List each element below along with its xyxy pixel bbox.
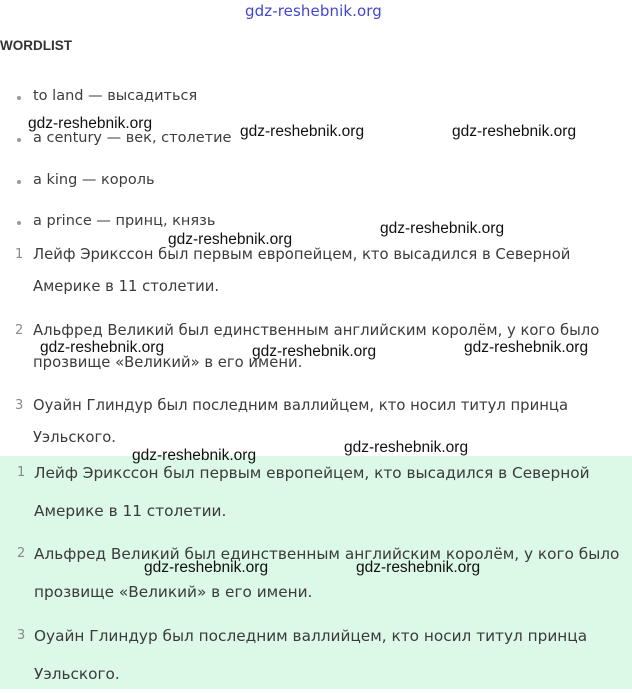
bullet-icon bbox=[17, 180, 21, 184]
watermark-text: gdz-reshebnik.org bbox=[356, 559, 481, 576]
watermark-text: gdz-reshebnik.org bbox=[40, 339, 165, 356]
watermark-text: gdz-reshebnik.org bbox=[132, 447, 257, 464]
sentence-text: Альфред Великий был единственным английским королём, у кого было прозвище «Великий» в его имени. bbox=[33, 322, 600, 371]
sentence-number: 3 bbox=[15, 398, 24, 413]
answer-sentence-number: 2 bbox=[17, 546, 26, 561]
answer-sentence-number: 1 bbox=[17, 465, 26, 480]
wordlist-title: WORDLIST bbox=[0, 38, 72, 53]
answer-sentence-text: Оуайн Глиндур был последним валлийцем, кто носил титул принца Уэльского. bbox=[34, 627, 588, 683]
watermark-text: gdz-reshebnik.org bbox=[168, 231, 293, 248]
site-header-link[interactable]: gdz-reshebnik.org bbox=[245, 2, 382, 20]
watermark-text: gdz-reshebnik.org bbox=[252, 343, 377, 360]
watermark-text: gdz-reshebnik.org bbox=[344, 439, 469, 456]
answer-sentence-text: Альфред Великий был единственным английским королём, у кого было прозвище «Великий» в его имени. bbox=[34, 545, 620, 601]
bullet-icon bbox=[17, 138, 21, 142]
watermark-text: gdz-reshebnik.org bbox=[464, 339, 589, 356]
sentence-text: Лейф Эрикссон был первым европейцем, кто высадился в Северной Америке в 11 столетии. bbox=[33, 246, 571, 295]
bullet-icon bbox=[17, 96, 21, 100]
watermark-text: gdz-reshebnik.org bbox=[452, 123, 577, 140]
bullet-icon bbox=[17, 221, 21, 225]
watermark-text: gdz-reshebnik.org bbox=[380, 220, 505, 237]
wordlist-item-text: a prince — принц, князь bbox=[33, 213, 216, 229]
answer-sentence-text: Лейф Эрикссон был первым европейцем, кто высадился в Северной Америке в 11 столетии. bbox=[34, 464, 590, 520]
sentence-number: 1 bbox=[15, 247, 24, 262]
watermark-text: gdz-reshebnik.org bbox=[240, 123, 365, 140]
watermark-text: gdz-reshebnik.org bbox=[144, 559, 269, 576]
answer-sentence-number: 3 bbox=[17, 628, 26, 643]
watermark-text: gdz-reshebnik.org bbox=[28, 115, 153, 132]
sentence-number: 2 bbox=[15, 323, 24, 338]
wordlist-item-text: to land — высадиться bbox=[33, 88, 198, 104]
wordlist-item-text: a king — король bbox=[33, 172, 155, 188]
sentence-text: Оуайн Глиндур был последним валлийцем, кто носил титул принца Уэльского. bbox=[33, 397, 569, 446]
wordlist-item-text: a century — век, столетие bbox=[33, 130, 232, 146]
